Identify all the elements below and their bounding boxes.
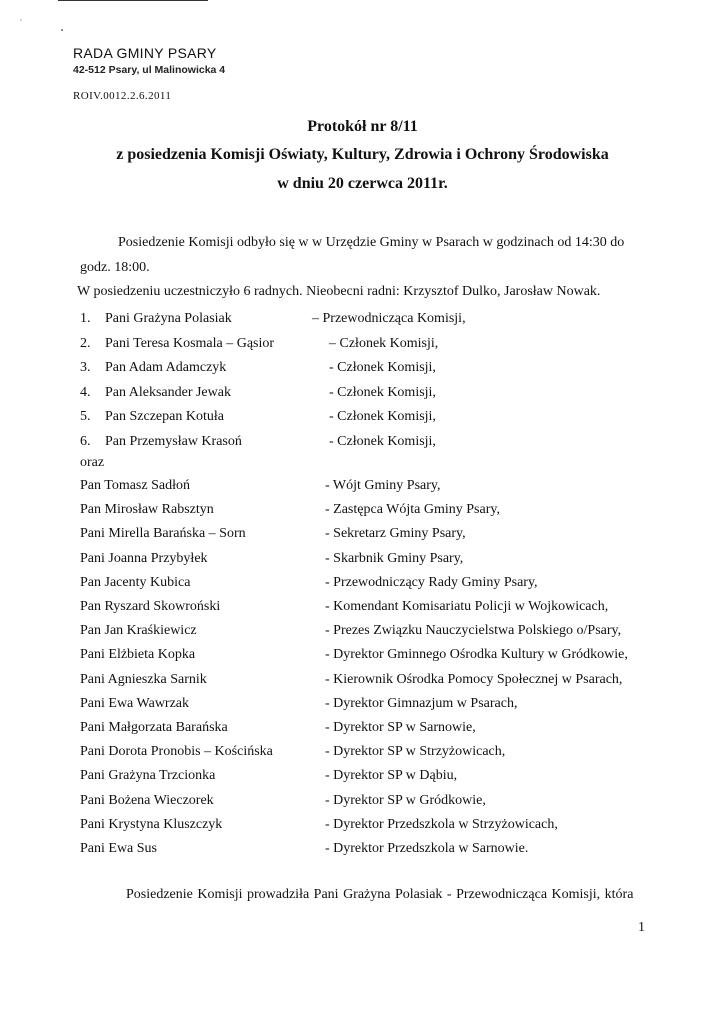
guest-name: Pani Elżbieta Kopka [80,647,196,663]
guest-role: - Dyrektor SP w Sarnowie, [325,720,476,735]
member-role: – Członek Komisji, [329,335,439,351]
member-role: – Przewodnicząca Komisji, [312,311,466,326]
member-name: Pan Adam Adamczyk [105,360,227,375]
guest-name: Pani Mirella Barańska – Sorn [80,526,246,542]
guest-role: - Komendant Komisariatu Policji w Wojkowicach, [325,599,609,614]
guest-role: - Wójt Gminy Psary, [325,478,441,493]
guest-role: - Dyrektor SP w Gródkowie, [325,792,486,808]
oraz-label: oraz [80,455,105,470]
scan-specks [0,0,725,40]
reference-number: ROIV.0012.2.6.2011 [73,90,172,102]
document-subtitle: z posiedzenia Komisji Oświaty, Kultury, Zdrowia i Ochrony Środowiska [116,146,609,163]
member-number: 3. [80,360,91,375]
guest-role: - Zastępca Wójta Gminy Psary, [325,502,500,518]
member-role: - Członek Komisji, [329,409,436,424]
document-date: w dniu 20 czerwca 2011r. [277,175,448,192]
guest-name: Pan Jan Kraśkiewicz [80,623,197,639]
guest-name: Pani Grażyna Trzcionka [80,768,216,784]
member-number: 1. [80,311,91,326]
guest-role: - Dyrektor Przedszkola w Strzyżowicach, [325,816,558,832]
member-role: - Członek Komisji, [329,360,436,375]
organization-address: 42-512 Psary, ul Malinowicka 4 [73,64,226,76]
organization-name: RADA GMINY PSARY [73,45,217,61]
intro-line-1: Posiedzenie Komisji odbyło się w w Urzędzie Gminy w Psarach w godzinach od 14:30 do [118,235,625,250]
guest-name: Pani Krystyna Kluszczyk [80,816,223,832]
member-role: - Członek Komisji, [329,384,436,400]
guest-name: Pani Joanna Przybyłek [80,550,208,566]
guest-role: - Sekretarz Gminy Psary, [325,526,466,542]
guest-name: Pan Tomasz Sadłoń [80,478,190,493]
attendance-line: W posiedzeniu uczestniczyło 6 radnych. Nieobecni radni: Krzysztof Dulko, Jarosław Nowak. [77,284,601,299]
guest-role: - Dyrektor SP w Strzyżowicach, [325,744,506,760]
guest-role: - Prezes Związku Nauczycielstwa Polskiego o/Psary, [325,623,622,639]
guest-role: - Dyrektor Przedszkola w Sarnowie. [325,841,529,856]
member-name: Pani Teresa Kosmala – Gąsior [105,335,275,351]
guest-name: Pan Jacenty Kubica [80,574,191,590]
member-number: 5. [80,409,91,424]
page-number: 1 [638,920,645,935]
intro-line-2: godz. 18:00. [80,260,150,275]
guest-role: - Kierownik Ośrodka Pomocy Społecznej w Psarach, [325,671,623,687]
member-number: 6. [80,433,91,449]
member-number: 4. [80,384,91,400]
member-name: Pan Przemysław Krasoń [105,433,242,449]
member-number: 2. [80,335,91,351]
guest-name: Pani Dorota Pronobis – Kościńska [80,744,273,760]
guest-role: - Dyrektor SP w Dąbiu, [325,768,458,784]
guest-name: Pani Ewa Sus [80,841,157,856]
guest-role: - Dyrektor Gminnego Ośrodka Kultury w Gródkowie, [325,647,628,663]
guest-role: - Skarbnik Gminy Psary, [325,550,464,566]
guest-role: - Przewodniczący Rady Gminy Psary, [325,574,538,590]
guest-name: Pani Agnieszka Sarnik [80,671,207,687]
guest-name: Pani Ewa Wawrzak [80,695,190,711]
guest-name: Pan Mirosław Rabsztyn [80,502,214,518]
document-title: Protokół nr 8/11 [307,118,418,135]
guest-name: Pani Małgorzata Barańska [80,720,228,735]
guest-name: Pani Bożena Wieczorek [80,792,214,808]
member-name: Pan Aleksander Jewak [105,384,231,400]
guest-name: Pan Ryszard Skowroński [80,599,221,614]
member-role: - Członek Komisji, [329,433,436,449]
guest-role: - Dyrektor Gimnazjum w Psarach, [325,695,518,711]
member-name: Pan Szczepan Kotuła [105,409,224,424]
closing-paragraph: Posiedzenie Komisji prowadziła Pani Grażyna Polasiak - Przewodnicząca Komisji, która [126,887,634,902]
member-name: Pani Grażyna Polasiak [105,311,232,326]
